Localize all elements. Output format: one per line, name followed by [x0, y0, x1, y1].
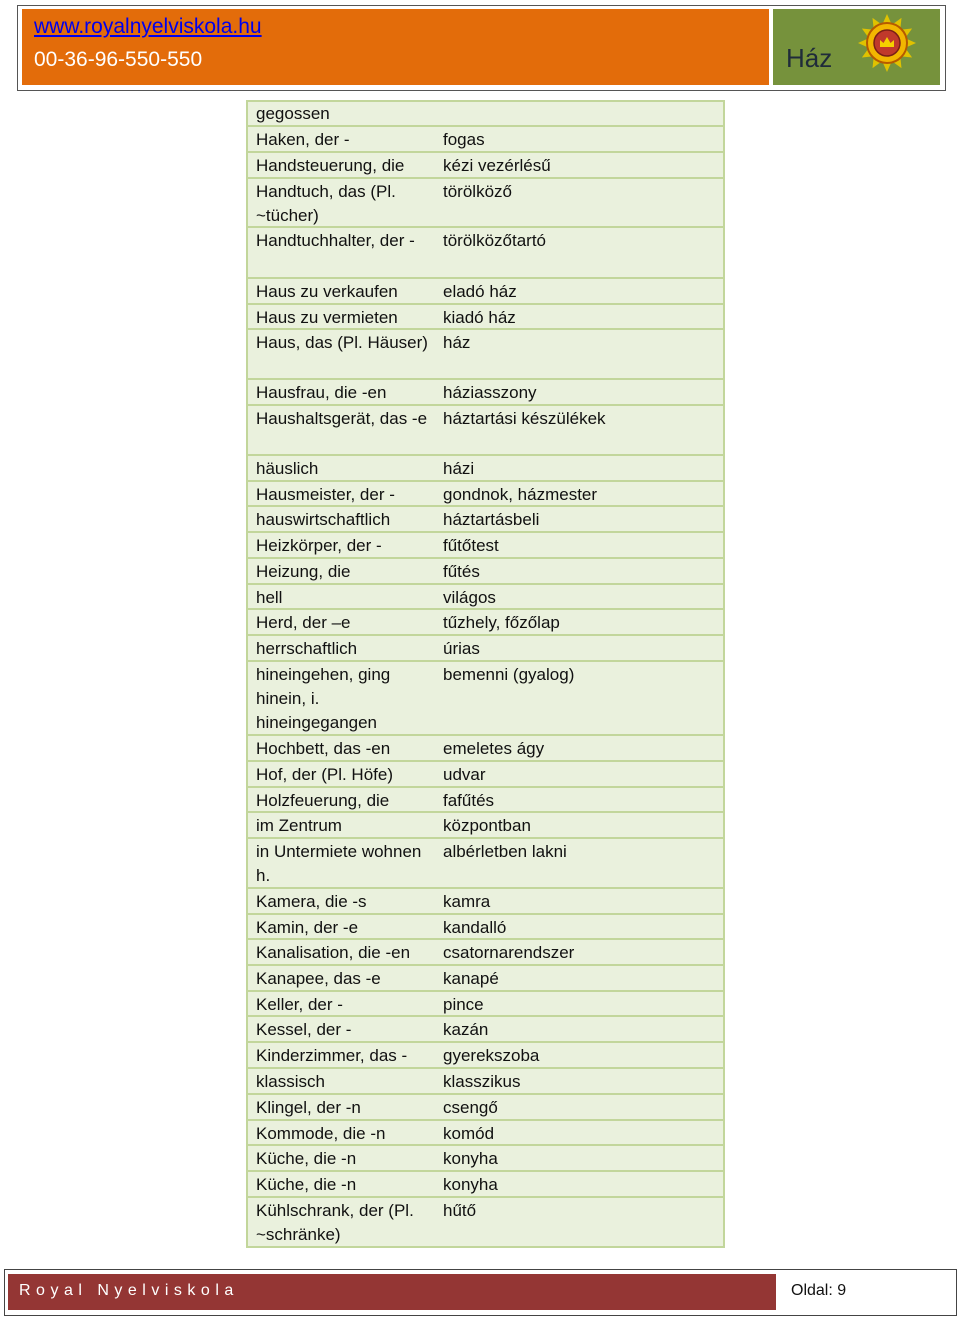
- german-term: hineingehen, ging hinein, i. hineingegangen: [256, 665, 391, 732]
- hungarian-translation: konyha: [443, 1175, 498, 1194]
- german-term: Haus zu vermieten: [256, 308, 398, 327]
- german-term: hell: [256, 588, 283, 607]
- german-term: häuslich: [256, 459, 319, 478]
- hungarian-translation: világos: [443, 588, 496, 607]
- german-term: Holzfeuerung, die: [256, 791, 390, 810]
- school-logo-icon: [857, 13, 917, 73]
- hungarian-translation: bemenni (gyalog): [443, 665, 575, 684]
- hungarian-translation: fűtés: [443, 562, 480, 581]
- hungarian-translation: albérletben lakni: [443, 842, 567, 861]
- german-term: Kinderzimmer, das -: [256, 1046, 408, 1065]
- hungarian-translation: komód: [443, 1124, 495, 1143]
- hungarian-translation: csatornarendszer: [443, 943, 575, 962]
- hungarian-translation: emeletes ágy: [443, 739, 545, 758]
- german-term: Heizung, die: [256, 562, 351, 581]
- german-term: Hausmeister, der -: [256, 485, 395, 504]
- hungarian-translation: csengő: [443, 1098, 498, 1117]
- german-term: Keller, der -: [256, 995, 343, 1014]
- hungarian-translation: fűtőtest: [443, 536, 499, 555]
- german-term: Kessel, der -: [256, 1020, 352, 1039]
- german-term: Handtuch, das (Pl. ~tücher): [256, 182, 396, 225]
- hungarian-translation: kanapé: [443, 969, 499, 988]
- hungarian-translation: eladó ház: [443, 282, 517, 301]
- hungarian-translation: klasszikus: [443, 1072, 521, 1091]
- german-term: herrschaftlich: [256, 639, 358, 658]
- hungarian-translation: törölköző: [443, 182, 512, 201]
- german-term: Küche, die -n: [256, 1149, 357, 1168]
- hungarian-translation: gyerekszoba: [443, 1046, 540, 1065]
- german-term: Heizkörper, der -: [256, 536, 382, 555]
- hungarian-translation: központban: [443, 816, 531, 835]
- hungarian-translation: gondnok, házmester: [443, 485, 598, 504]
- hungarian-translation: hűtő: [443, 1201, 477, 1220]
- german-term: Haushaltsgerät, das -e: [256, 409, 428, 428]
- hungarian-translation: kandalló: [443, 918, 507, 937]
- german-term: in Untermiete wohnen h.: [256, 842, 422, 885]
- hungarian-translation: kazán: [443, 1020, 489, 1039]
- german-term: Kanapee, das -e: [256, 969, 381, 988]
- german-term: gegossen: [256, 104, 330, 123]
- hungarian-translation: kiadó ház: [443, 308, 516, 327]
- german-term: Kühlschrank, der (Pl. ~schränke): [256, 1201, 414, 1244]
- hungarian-translation: háztartási készülékek: [443, 409, 606, 428]
- page-number: Oldal: 9: [791, 1282, 847, 1299]
- hungarian-translation: pince: [443, 995, 484, 1014]
- german-term: im Zentrum: [256, 816, 342, 835]
- german-term: Kamin, der -e: [256, 918, 359, 937]
- german-term: Haus zu verkaufen: [256, 282, 398, 301]
- website-link[interactable]: www.royalnyelviskola.hu: [34, 15, 262, 38]
- phone-number: 00-36-96-550-550: [34, 48, 203, 71]
- german-term: Haus, das (Pl. Häuser): [256, 333, 428, 352]
- hungarian-translation: háziasszony: [443, 383, 537, 402]
- hungarian-translation: kamra: [443, 892, 491, 911]
- hungarian-translation: fafűtés: [443, 791, 495, 810]
- german-term: Küche, die -n: [256, 1175, 357, 1194]
- german-term: klassisch: [256, 1072, 325, 1091]
- hungarian-translation: udvar: [443, 765, 486, 784]
- hungarian-translation: törölközőtartó: [443, 231, 546, 250]
- german-term: Handtuchhalter, der -: [256, 231, 415, 250]
- german-term: Herd, der –e: [256, 613, 351, 632]
- german-term: Kamera, die -s: [256, 892, 367, 911]
- hungarian-translation: tűzhely, főzőlap: [443, 613, 560, 632]
- page-title: Ház: [786, 43, 833, 73]
- german-term: Klingel, der -n: [256, 1098, 361, 1117]
- german-term: Handsteuerung, die: [256, 156, 405, 175]
- footer-brand: Royal Nyelviskola: [19, 1282, 239, 1299]
- german-term: Hof, der (Pl. Höfe): [256, 765, 393, 784]
- hungarian-translation: kézi vezérlésű: [443, 156, 551, 175]
- german-term: Hochbett, das -en: [256, 739, 391, 758]
- german-term: hauswirtschaftlich: [256, 510, 391, 529]
- german-term: Haken, der -: [256, 130, 350, 149]
- german-term: Kommode, die -n: [256, 1124, 386, 1143]
- hungarian-translation: fogas: [443, 130, 485, 149]
- hungarian-translation: konyha: [443, 1149, 498, 1168]
- hungarian-translation: háztartásbeli: [443, 510, 540, 529]
- german-term: Hausfrau, die -en: [256, 383, 387, 402]
- hungarian-translation: házi: [443, 459, 475, 478]
- hungarian-translation: ház: [443, 333, 471, 352]
- german-term: Kanalisation, die -en: [256, 943, 411, 962]
- hungarian-translation: úrias: [443, 639, 480, 658]
